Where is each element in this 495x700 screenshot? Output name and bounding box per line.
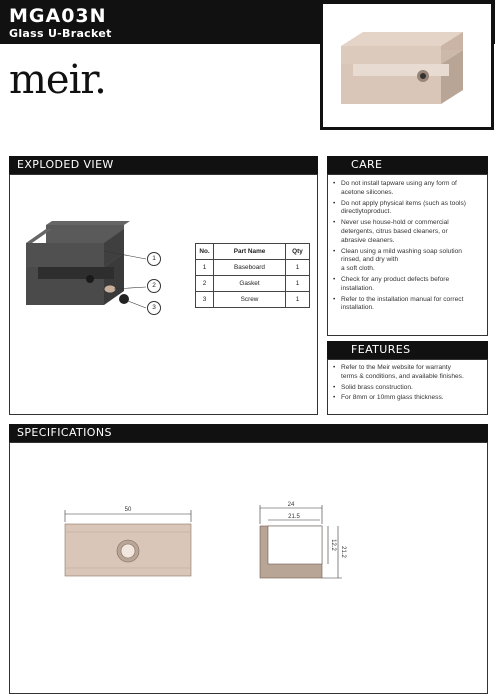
callout-2: 2 xyxy=(147,279,161,293)
parts-table-header-row xyxy=(196,244,310,260)
specifications-header: SPECIFICATIONS xyxy=(9,424,488,442)
list-item: • Solid brass construction. xyxy=(331,384,483,393)
features-panel xyxy=(327,359,488,415)
table-row xyxy=(196,276,310,292)
care-list xyxy=(331,180,483,313)
exploded-view-header: EXPLODED VIEW xyxy=(9,156,318,174)
front-view-drawing xyxy=(60,500,200,585)
col-no: No. xyxy=(196,244,214,260)
list-item: • Refer to the Meir website for warranty terms & conditions, and available finishes. xyxy=(331,364,483,382)
list-item: • Do not install tapware using any form of acetone silicones. xyxy=(331,180,483,198)
list-item: • Never use house-hold or commercial detergents, citrus based cleaners, or abrasive cleaners. xyxy=(331,219,483,245)
cell-qty: 1 xyxy=(286,260,310,276)
cell-no: 1 xyxy=(196,260,214,276)
cell-part-name: Baseboard xyxy=(214,260,286,276)
cell-no: 3 xyxy=(196,292,214,308)
table-row xyxy=(196,292,310,308)
cell-qty: 1 xyxy=(286,292,310,308)
outer-height-label: 21.2 xyxy=(340,546,346,558)
care-header: CARE xyxy=(327,156,488,174)
inner-width-label: 21.5 xyxy=(288,514,300,520)
list-item: • For 8mm or 10mm glass thickness. xyxy=(331,394,483,403)
features-list xyxy=(331,364,483,403)
col-qty: Qty xyxy=(286,244,310,260)
callout-1: 1 xyxy=(147,252,161,266)
front-width-label: 50 xyxy=(124,507,132,513)
table-row xyxy=(196,260,310,276)
care-panel xyxy=(327,174,488,336)
side-width-label: 24 xyxy=(287,502,295,508)
product-subtitle: Glass U-Bracket xyxy=(9,27,112,40)
list-item: • Clean using a mild washing soap solution rinsed, and dry with a soft cloth. xyxy=(331,248,483,274)
cell-qty: 1 xyxy=(286,276,310,292)
cell-no: 2 xyxy=(196,276,214,292)
meir-logo: meir. xyxy=(9,57,106,103)
side-view-drawing xyxy=(250,500,360,590)
features-header: FEATURES xyxy=(327,341,488,359)
callout-3: 3 xyxy=(147,301,161,315)
col-part-name: Part Name xyxy=(214,244,286,260)
list-item: • Refer to the installation manual for correct installation. xyxy=(331,296,483,314)
inner-height-label: 12.2 xyxy=(330,539,336,551)
list-item: • Do not apply physical items (such as tools) directlytoproduct. xyxy=(331,200,483,218)
parts-table xyxy=(195,243,310,308)
product-code: MGA03N xyxy=(9,5,107,27)
hero-product-image xyxy=(323,4,491,127)
cell-part-name: Gasket xyxy=(214,276,286,292)
list-item: • Check for any product defects before installation. xyxy=(331,276,483,294)
cell-part-name: Screw xyxy=(214,292,286,308)
